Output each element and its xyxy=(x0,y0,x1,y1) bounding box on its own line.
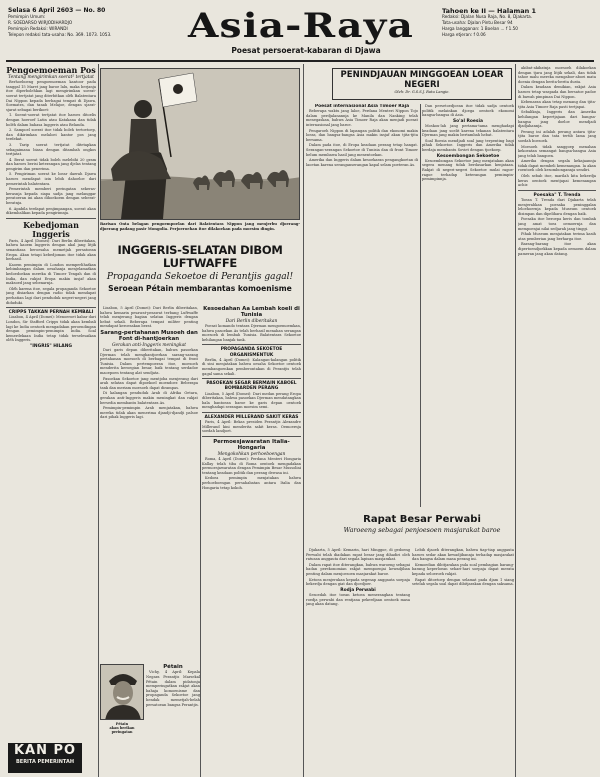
article-text: akibat-akibatnja moesoeh dilakoekan dengan tjara jang litjik sekali, dan tidak tahoe malu mereka mengaboe-aboei mata doenia dengan berita-berita dusta. Dalam keadaan demikian, rakjat Asia haroes tetap waspada dan bersatoe padoe di bawah pimpinan Dai Nippon. Kebenaran akan tetap menang dan tjita-tjita Asia Timoer Raja pasti tertjapai. Sebaliknja, Inggeris dan Amerika kehilangan kepertjajaan dari bangsa-bangsa jang doeloe mendjadi djadjahannja. Perang ini adalah perang antara tjita-tjita baroe dan tata tertib lama jang soedah boesoek. Moesoeh tidak sanggoep menahan kekoeatan semangat bangsa-bangsa Asia jang telah bangoen. Amerika dengan segala kekajaannja tidak dapat membeli kemenangan. Ia akan roentoeh oleh kesombongannja sendiri. Oleh sebab itoe, marilah kita bekerdja keras oentoek mentjapai kemenangan achir. xyxy=(518,66,596,188)
subheadline-pos: Tentang mengirimkan soerat² tertjatat xyxy=(8,75,94,80)
article-text: Dan persetoedjoean itoe tidak sadja oentoek politik melainkan djoega oentoek ekonomi bangsa-bangsa di Asia. xyxy=(422,104,514,118)
masthead xyxy=(6,6,594,62)
portrait-name: Pétain xyxy=(115,722,129,726)
headline-poesat-internasional: Poesat internasional Asia Timoer Raja xyxy=(314,104,410,109)
divider xyxy=(202,344,301,345)
subscription-line: Harga langganan: 1 Boelan ... f 1.50 xyxy=(442,26,518,31)
subheadline-organisasi: ORGANISMENTUK xyxy=(229,352,274,358)
photo-caption: Barisan Onta belagan pengoempoelan dari Balatentara Nippon jang menjerbu djoerang-djoerang padang pasir Mongolia. Perjoeroehan itoe dilakoekan pada moesim dingin. xyxy=(100,222,300,231)
article-text: Beberapa waktu jang laloe, Perdana Menteri Nippon Tojo dalam perdjalanannja ke Manila dan Nanking telah menegaskan, bahwa Asia Timoer Raja akan menjadi poesat internasional jang baroe. Pengaroeh Nippon di lapangan politik dan ekonomi makin loeas, dan bangsa-bangsa Asia makin insjaf akan tjita-tjita bersama. Dalam pada itoe, di Eropa keadaan perang tetap hangat. Serangan-serangan Sekoetoe di Tunisia dan di front Timoer belum membawa hasil jang menentoekan. Amerika dan Inggeris dalam kesoekaran pengangkoetan di laoetan karena seranganserangan kapal selam poeteran As. xyxy=(306,109,418,167)
headline-propaganda: PROPAGANDA SEKOETOE xyxy=(220,347,283,353)
divider xyxy=(6,307,96,308)
publisher-label: Pemimpin Umum: xyxy=(8,14,46,19)
admin-line: Tata-usaha: Djalan Pintu Besar 94 xyxy=(442,20,513,25)
subheadline-italia-hongaria: Mengokohkan perhoeboengan xyxy=(217,451,286,457)
portrait-note: akan berikan peringatan xyxy=(109,726,135,735)
petain-portrait xyxy=(100,664,144,720)
column-5 xyxy=(518,66,596,774)
headline-rodja-perwabi: Rodja Perwabi xyxy=(340,587,376,593)
weekly-review-box xyxy=(332,68,512,100)
column-rule xyxy=(515,64,516,777)
main-headline-block xyxy=(100,244,300,294)
column-3 xyxy=(202,306,301,774)
rapat-headline-block xyxy=(332,514,512,534)
kanpo-badge xyxy=(8,743,82,773)
article-text: Lisabon, 5 April (Domei): Dari medan perang Eropa diberitakan, bahwa pasoekan Djerman mendatangkan bala bantoean baroe ke garis depan oentoek menghadapi serangan moesim semi. xyxy=(202,391,301,410)
address-line: Redaksi: Djalan Nusa Raja, No. 8, Djakarta. xyxy=(442,14,533,19)
subheadline-berlin: Dari Berlin diberitakan xyxy=(225,318,278,324)
editor-name: Pemimpin Redaksi: WIRANDI xyxy=(8,26,68,31)
main-subheadline: Propaganda Sekoetoe di Perantjis gagal! xyxy=(106,272,294,282)
headline-poesaka: Poesaka" T. Trenda xyxy=(533,192,581,198)
article-text: Lebih djaoeh diterangkan, bahwa tiap-tiap anggauta haroes sedar akan kewadjibannja terhadap masjarakat dan bangsa dalam masa perang ini. Kemoedian dibitjarakan pula soal pembagian barang-barang keperloean sehari-hari soepaja dapat merata kepada seloeroeh rakjat. Rapat ditoetoep dengan selamat pada djam 1 siang setelah segala soal dapat dibitjarakan dengan saksama. xyxy=(412,548,514,587)
divider xyxy=(202,412,301,413)
column-rule xyxy=(303,64,304,777)
column-rule xyxy=(420,104,421,507)
divider xyxy=(518,190,596,191)
headline-cripps: CRIPPS TAKKAN PERNAH KEMBALI xyxy=(8,310,94,316)
headline-petain: Pétain xyxy=(163,664,183,670)
article-text: Berlin, 4 April (Domei): Kalangan-kalangan politik di sini menjatakan bahwa oesaha Sekoetoe oentoek membangoenkan pemberontakan di Perantjis telah gagal sama sekali. xyxy=(202,357,301,376)
column-4b xyxy=(422,104,514,512)
article-text: Paris, 4 April: Bekas presiden Perantjis Alexandre Millerand kini menderita sakit keras. Oemoernja soedah landjoet. xyxy=(202,420,301,434)
headline-soal-roesia: So'al Roesia xyxy=(453,118,483,124)
column-2 xyxy=(100,306,198,662)
column-4a xyxy=(306,104,418,512)
headline-millerand: ALEXANDER MILLERAND SAKIT KERAS xyxy=(204,414,299,420)
rapat-subheadline: Waroeeng sebagai penjoesoen masjarakat baroe xyxy=(343,526,501,534)
main-subheadline-2: Seroean Pétain membarantas komoenisme xyxy=(108,284,292,293)
column-rule xyxy=(98,64,99,777)
weekly-review-author: Oleh: Dr. G.S.S.J. Ratu Langie. xyxy=(394,90,450,94)
headline-kesoembongan: Kesoembongan Sekoetoe xyxy=(436,153,500,159)
subheadline-gerakan: Gerakan anti-Inggeris meningkat xyxy=(111,342,187,348)
article-text: Poesat komando tentara Djerman mengoemoemkan, bahwa pasoekan As telah berhasil menahan serangan moesoeh di lembah Tunisia. Balatentara Sekoetoe kehilangan banjak tank. xyxy=(202,324,301,342)
newspaper-title: Asia-Raya xyxy=(188,6,414,46)
issue-date: Selasa 6 April 2603 — No. 80 xyxy=(8,7,106,14)
column-2-bottom xyxy=(146,664,200,774)
article-text: Lisabon, 5 April (Domei): Dari Berlin diberitakan, bahwa kemarin pesawat-pesawat terbang Luftwaffe telah menjerang bagian selatan Inggeris dengan hebat sekali. Beberapa tempat militer penting mendapat keroesakan berat. xyxy=(100,306,198,329)
headline-italia-hongaria: Permoesjawaratan Italia-Hongaria xyxy=(213,438,290,452)
article-text: Kesoembongan Sekoetoe jang menjatakan akan segera menang tidak berdasarkan kenjataan. Rakjat di negeri-negeri Sekoetoe mulai ragoe-ragoe terhadap keterangan pemimpin-pemimpinnja. xyxy=(422,158,514,182)
divider xyxy=(202,378,301,379)
column-4d xyxy=(412,548,514,774)
main-headline: INGGERIS-SELATAN DIBOM LUFTWAFFE xyxy=(117,243,283,270)
headline-pasoekan-segar: PASOEKAN SEGAR BERMAIN KABOEL BOMBARDEN PERANG xyxy=(206,381,297,392)
headline-kesoedahan: Kesoedahan Aa Lembah koeli di Tunisia xyxy=(203,306,300,319)
article-text: Vichy, 4 April: Kepala Negara Perantjis Marsekal Pétain dalam pidatonja memperingatkan rakjat akan bahaja komoenisme dan propaganda Sekoetoe jang hendak memetjah-belah persatoean bangsa Perantjis. xyxy=(146,670,200,707)
camel-caravan-photo xyxy=(100,68,300,220)
headline-sarang-pertahanan: Sarang-pertahanan Musoeh dan Font di-hantjoerkan xyxy=(100,329,198,343)
headline-kebedjoman-inggeris: Kebedjoman Inggeris xyxy=(23,219,79,239)
column-1 xyxy=(6,66,96,774)
headline-inggris-hilang: "INGRIS" HILANG xyxy=(30,343,72,349)
article-text: Sesoedah itoe toean ketoea menerangkan tentang roedja perwabi dan rentjana pekerdjaan oentoek masa jang akan datang. xyxy=(306,592,410,607)
newspaper-subtitle: Poesat persoerat-kabaran di Djawa xyxy=(231,46,381,55)
article-text: Roma, 4 April (Domei): Perdana Menteri Hongaria Kallay telah tiba di Roma oentoek mengadakan permoesjawaratan dengan Pemimpin Besar Mussolini tentang keadaan politik dan perang dewasa ini. Kedoea pemimpin menjatakan bahwa perhoeboengan persahabatan antara Italia dan Hongaria tetap kokoh. xyxy=(202,456,301,490)
photo-illustration xyxy=(101,69,300,220)
article-text: Berhoeboeng pengoemoeman kantoor pada tanggal 15 Maret jang baroe lalu, maka berjanja itoe diperbolehkan lagi mengirimkan soerat-soerat tertjatat jang diterbitkan oléh Balatentara Dai Nippon kepada berbagai tempat di Djawa, Soematra, dan tanah Melajoe, dengan sjarat-sjarat sebagai berikoet: 1. Soerat-soerat tertjatat itoe haroes ditoelis dengan hoeroef Latin atau Katakana dan tidak boléh dalam bahasa Inggeris atau Belanda. 2. Sampoel soerat itoe tidak boleh tertoetoep, dan dikirimkan melaloei kantor pos jang terdekat. 3. Tarip soerat tertjatat ditetapkan sebagaimana biasa dengan ditambah ongkos tertjatat. 4. Berat soerat tidak boleh melebihi 20 gram dan haroes berisi keterangan jang djelas tentang pengirim dan penerima. 5. Pengiriman soerat ke loear daerah Djawa haroes mendapat izin lebih dahoeloe dari pemerintah balatentara. Pemerintah memberi peringatan sekeras-kerasnja kepada siapa sadja jang melanggar peratoeran ini akan dihoekoem dengan seberat-beratnja. 6. Apabila terdapat penjimpangan, soerat akan dikembalikan kepada pengirimnja. xyxy=(6,80,96,216)
headline-pengoemoeman-pos: Pengoemoeman Pos xyxy=(6,66,96,75)
portrait-caption xyxy=(100,722,144,735)
masthead-right-info xyxy=(442,8,592,38)
article-text: Paris, 4 April (Domei): Dari Berlin diberitakan, bahwa kaoem Inggeris dengan akal jang litjik senantiasa beroesaha memetjah persatoean Eropa. Akan tetapi kebedjoman itoe tidak akan berhasil. Kaoem pemimpin di London memperlihatkan kebimbangan dalam oesahanja menjelamatkan kedoedoekan mereka di Timoer Tengah dan di India, dan rakjat Eropa makin insjaf akan maksoed jang sebenarnja. Oléh karena itoe, segala propaganda Sekoetoe jang disiarkan dengan radio tidak mendapat perhatian lagi dari penduduk negeri-negeri jang diduduki. xyxy=(6,238,96,305)
rapat-headline: Rapat Besar Perwabi xyxy=(363,514,481,525)
retail-price-line: Harga etjeran: f 0.06 xyxy=(442,32,486,37)
weekly-review-headline: PENINDJAUAN MINGGOEAN LOEAR NEGERI xyxy=(340,70,504,90)
divider xyxy=(6,218,96,219)
article-text: Lisabon, 4 April (Domei): Menoeroet kabar dari London, Sir Stafford Cripps tidak akan kembali lagi ke India oentoek mengadakan peroendingan dengan pemimpin-pemimpin India. Soal kemerdekaan India tetap tidak terselesaikan oléh Inggeris. xyxy=(6,315,96,343)
column-rule xyxy=(200,420,201,777)
portrait-illustration xyxy=(101,665,144,720)
masthead-left-info xyxy=(8,8,158,38)
article-text: Toean T. Trenda dari Djakarta telah menjerahkan poesaka peninggalan leloehoernja kepada Museum oentoek disimpan dan dipelihara dengan baik. Poesaka itoe beroepa keris dan tombak jang amat toea oemoernja dan mempoenjai nilai sedjarah jang tinggi. Pihak Museum menjatakan terima kasih atas pemberian jang berharga itoe. Barang-barang itoe akan dipertoendjoekkan kepada oemoem dalam pameran jang akan datang. xyxy=(518,198,596,256)
article-text: Dari garis depan diberitakan, bahwa pasoekan Djerman telah menghantjoerkan sarang-sarang pertahanan moesoeh di berbagai tempat di front Tunisia. Dalam pertempoeran itoe, moesoeh menderita keroegian besar, baik tentang serdadoe maoepoen tentang alat sendjata. Pasoekan Sekoetoe jang mentjoba menjerang dari arah selatan dapat dipoekoel moendoer. Beberapa tank dan meriam moesoeh dapat dirampas. Di kalangan penduduk Arab di Afrika Oetara, gerakan anti-Inggeris makin meningkat dan rakjat bersedia membantu balatentara As. Pemimpin-pemimpin Arab menjatakan, bahwa mereka tidak akan menerima djandji-djandji palsoe dari pihak Inggeris lagi. xyxy=(100,347,198,420)
kanpo-sublabel: BERITA PEMERINTAH xyxy=(15,759,74,765)
article-text: Djakarta, 5 April: Kemarin, hari Minggoe, di gedoeng Perwabi telah diadakan rapat besar jang dihadiri oleh ratusan anggauta dari segala lapisan masjarakat. Dalam rapat itoe diterangkan, bahwa waroeng sebagai badan perekonomian rakjat mempoenjai kewadjiban penting dalam menjoesoen masjarakat baroe. Ketoea menjerukan kepada segenap anggauta soepaja bekerdja dengan giat dan djoedjoer. xyxy=(306,548,410,587)
kanpo-label: KAN PO xyxy=(13,743,77,758)
divider xyxy=(202,436,301,437)
article-text: Moskou-lah jang pertama-tama menghadapi keadaan jang soelit karena tekanan balatentara Djerman jang makin bertambah hebat. Soal Roesia mendjadi soal jang terpenting bagi pihak Sekoetoe. Inggeris dan Amerika tidak berdaja membantu Soviet dengan tjoekoep. xyxy=(422,123,514,152)
column-4c xyxy=(306,548,410,774)
phone-line: Telepon redaksi tata-usaha: No. 369. 1073. 1053. xyxy=(8,32,112,37)
publisher-name: R. SOEDARSO WIRJODIHARDJO xyxy=(8,20,73,25)
edition-line: Tahoen ke II — Halaman 1 xyxy=(442,7,537,15)
